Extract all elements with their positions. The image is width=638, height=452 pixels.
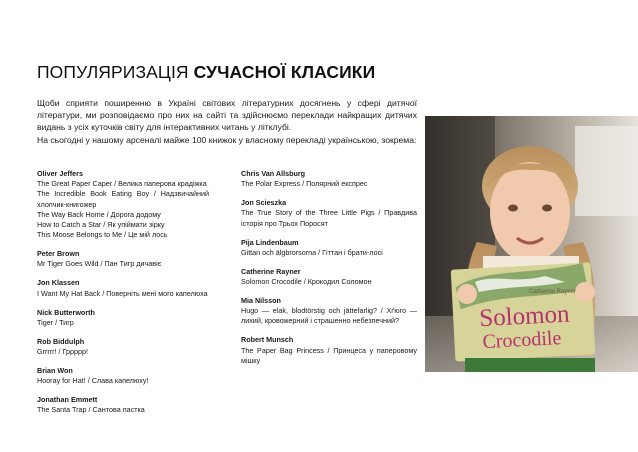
book-title-translation: Tiger / Тигр [37, 317, 74, 327]
book-title-line2: Crocodile [481, 327, 562, 354]
book-title-translation: Grrrrr! / Гррррр! [37, 347, 89, 357]
book-entry [37, 249, 209, 269]
book-title-translation: How to Catch a Star / Як упіймати зірку [37, 220, 165, 230]
book-entry [241, 198, 417, 229]
intro-paragraph-2: На сьогодні у нашому арсеналі майже 100 книжок у власному перекладі українською, зокрема: [37, 134, 417, 145]
book-entry [37, 278, 209, 298]
author-name: Chris Van Allsburg [241, 169, 306, 178]
book-author: Catherine Rayner [529, 289, 577, 295]
author-name: Jonathan Emmett [37, 395, 98, 405]
author-name: Jon Klassen [37, 278, 80, 288]
book-entry [241, 267, 417, 287]
book-title-translation: The Incredible Book Eating Boy / Надзвичайний хлопчик-книгожер [37, 189, 209, 209]
book-entry [37, 337, 209, 357]
book-entry [241, 335, 417, 366]
book-title-translation: Gittan och älgbrorsorna / Гіттан і брати-лосі [241, 247, 383, 257]
author-name: Jon Scieszka [241, 198, 287, 208]
book-title-translation: Solomon Crocodile / Крокодил Соломон [241, 277, 372, 287]
heading-bold: СУЧАСНОЇ КЛАСИКИ [193, 62, 376, 82]
book-entry [241, 296, 417, 327]
book-title-translation: Hooray for Hat! / Слава капелюху! [37, 376, 149, 386]
book-entry [37, 169, 209, 240]
author-name: Rob Biddulph [37, 336, 85, 346]
author-name: Peter Brown [37, 249, 80, 259]
book-title-translation: The Santa Trap / Сантова пастка [37, 405, 145, 415]
book-entry [37, 395, 209, 415]
intro-text [37, 97, 417, 146]
author-name: Catherine Rayner [241, 266, 301, 276]
author-name: Pija Lindenbaum [241, 237, 299, 247]
page-heading [37, 62, 375, 83]
author-name: Oliver Jeffers [37, 169, 83, 178]
book-title-translation: The Paper Bag Princess / Принцеса у паперовому мішку [241, 345, 417, 365]
book-title-translation: Hugo — elak, blodtörstig och jättefarlig? / Хґюго — лихий, кровожерний і страшенно небезпечний? [241, 306, 417, 326]
photo-girl-with-book [425, 116, 638, 372]
book-entry [37, 366, 209, 386]
book-title-translation: I Want My Hat Back / Поверніть мені мого капелюха [37, 288, 208, 298]
book-entry [241, 169, 417, 189]
author-name: Brian Won [37, 366, 73, 376]
heading-regular: ПОПУЛЯРИЗАЦІЯ [37, 62, 194, 82]
book-title-translation: The True Story of the Three Little Pigs / Правдива історія про Трьох Поросят [241, 208, 417, 228]
book-cover-text [425, 116, 638, 372]
book-list-left [37, 169, 209, 424]
author-name: Nick Butterworth [37, 307, 95, 317]
book-entry [37, 308, 209, 328]
intro-paragraph-1: Щоби сприяти поширенню в Україні світових літературних досягнень у сфері дитячої літератури, ми розповідаємо про них на сайті та здійснюємо переклади найкращих дитячих видань з усіх куточків світу для інтерактивних читань у літклубі. [37, 98, 417, 133]
book-list-right [241, 169, 417, 375]
book-title-translation: The Polar Express / Полярний експрес [241, 179, 368, 189]
author-name: Mia Nilsson [241, 296, 281, 306]
book-entry [241, 238, 417, 258]
book-title-line1: Solomon [478, 300, 571, 333]
book-title-translation: The Great Paper Caper / Велика паперова крадіжка [37, 179, 207, 189]
book-title-translation: Mr Tiger Goes Wild / Пан Тигр дичавіє [37, 259, 162, 269]
author-name: Robert Munsch [241, 335, 294, 345]
book-title-translation: The Way Back Home / Дорога додому [37, 209, 161, 219]
book-title-translation: This Moose Belongs to Me / Це мій лось [37, 230, 168, 240]
